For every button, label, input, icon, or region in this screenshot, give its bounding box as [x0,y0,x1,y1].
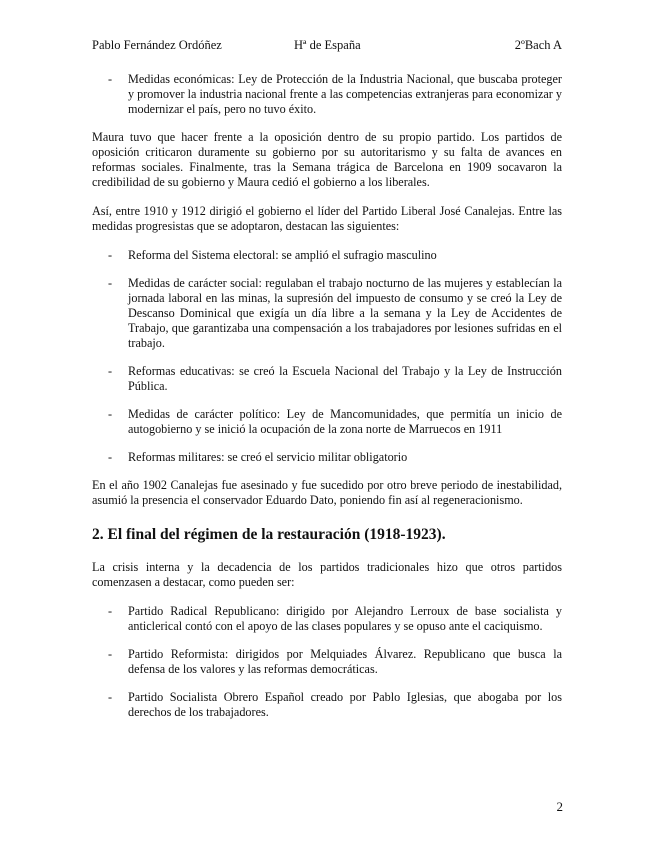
list-item-text: Medidas de carácter social: regulaban el trabajo nocturno de las mujeres y establecían la jornada laboral en las minas, la supresión del impuesto de consumo y se creó la Ley de Descanso Dominical que exigía un día libre a la semana y la Ley de Accidentes de Trabajo, que garantizaba una compensación a los trabajadores por lesiones sufridas en el trabajo. [128,276,562,350]
bullet-dash: - [108,647,113,661]
list-item-text: Medidas económicas: Ley de Protección de la Industria Nacional, que buscaba proteger y promover la industria nacional frente a las competencias extranjeras para economizar y modernizar el país, pero no tuvo éxito. [128,72,562,116]
paragraph-1902: En el año 1902 Canalejas fue asesinado y fue sucedido por otro breve periodo de inestabilidad, asumió la presencia el conservador Eduardo Dato, poniendo fin así al regeneracionismo. [92,478,562,507]
header-subject: Hª de España [294,38,361,52]
list-item [92,364,562,394]
list-item [92,647,562,677]
list-item-text: Partido Radical Republicano: dirigido por Alejandro Lerroux de base socialista y anticlerical contó con el apoyo de las clases populares y se opuso ante el caciquismo. [128,604,562,633]
list-item-text: Partido Reformista: dirigidos por Melquiades Álvarez. Republicano que busca la defensa de los valores y las reformas democráticas. [128,647,562,676]
list-item [92,450,562,465]
paragraph-maura: Maura tuvo que hacer frente a la oposición dentro de su propio partido. Los partidos de oposición criticaron duramente su gobierno por su autoritarismo y su falta de avances en reformas sociales. Finalmente, tras la Semana trágica de Barcelona en 1909 socavaron la credibilidad de su gobierno y Maura cedió el gobierno a los liberales. [92,130,562,189]
bullet-dash: - [108,364,113,378]
bullet-dash: - [108,72,113,86]
bullet-dash: - [108,248,113,262]
canalejas-measures-list [92,248,562,465]
list-item-text: Partido Socialista Obrero Español creado por Pablo Iglesias, que abogaba por los derechos de los trabajadores. [128,690,562,719]
list-item-text: Reformas educativas: se creó la Escuela Nacional del Trabajo y la Ley de Instrucción Pública. [128,364,562,393]
list-item [92,690,562,720]
bullet-dash: - [108,690,113,704]
list-item-text: Reformas militares: se creó el servicio militar obligatorio [128,450,408,464]
page-header [92,38,562,54]
header-author: Pablo Fernández Ordóñez [92,38,222,52]
list-item [92,248,562,263]
list-item [92,407,562,437]
list-item [92,276,562,351]
paragraph-canalejas: Así, entre 1910 y 1912 dirigió el gobierno el líder del Partido Liberal José Canalejas. Entre las medidas progresistas que se adoptaron, destacan las siguientes: [92,204,562,233]
bullet-dash: - [108,450,113,464]
list-item [92,604,562,634]
list-item [92,72,562,117]
header-course: 2ºBach A [514,38,562,52]
bullet-dash: - [108,276,113,290]
bullet-dash: - [108,604,113,618]
parties-list [92,604,562,720]
page-number: 2 [556,799,563,814]
list-item-text: Medidas de carácter político: Ley de Mancomunidades, que permitía un inicio de autogobierno y se inició la ocupación de la zona norte de Marruecos en 1911 [128,407,562,436]
list-item-text: Reforma del Sistema electoral: se amplió el sufragio masculino [128,248,437,262]
section-heading: 2. El final del régimen de la restauración (1918-1923). [92,526,446,543]
page-body [92,72,562,733]
bullet-dash: - [108,407,113,421]
paragraph-crisis: La crisis interna y la decadencia de los partidos tradicionales hizo que otros partidos comenzasen a destacar, como pueden ser: [92,560,562,589]
